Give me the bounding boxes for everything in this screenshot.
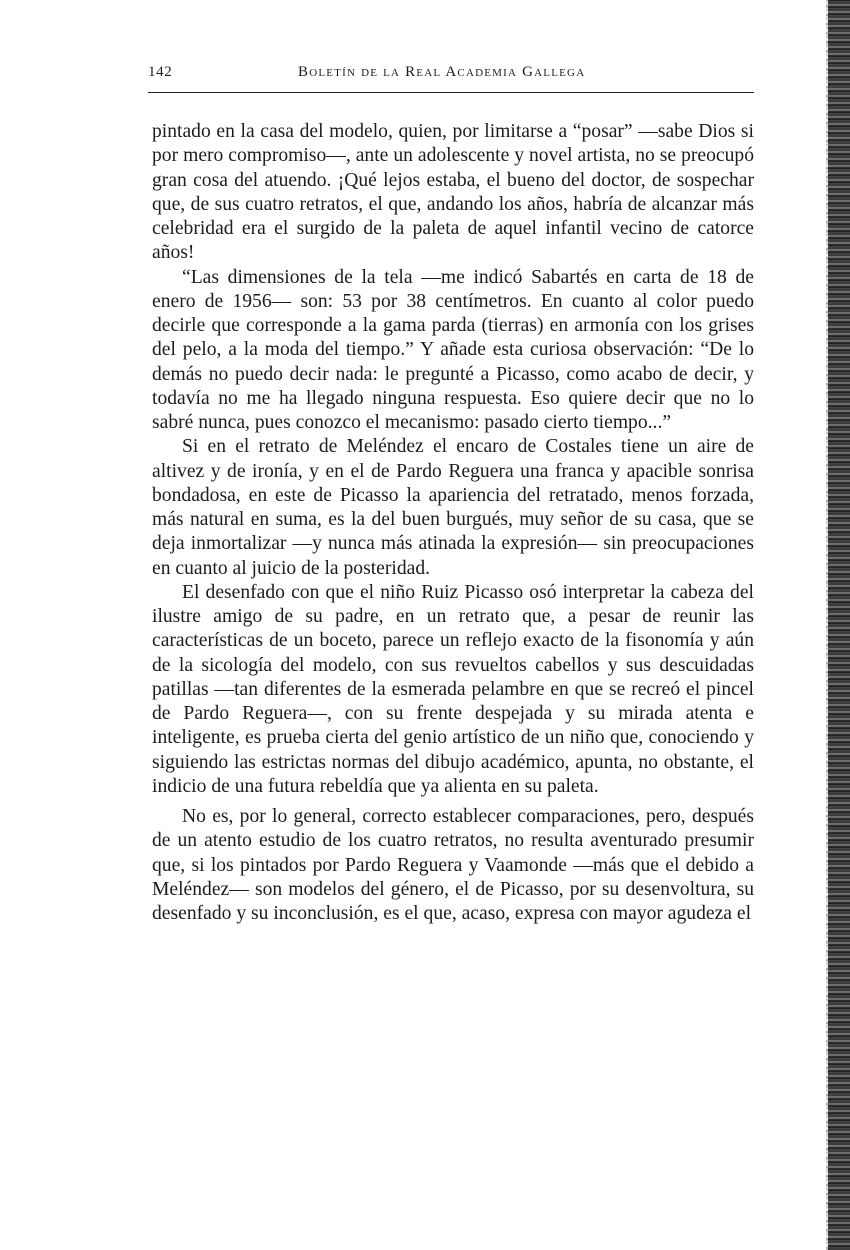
page-number: 142 (148, 64, 173, 80)
paragraph-3: Si en el retrato de Meléndez el encaro de Costales tiene un aire de altivez y de ironía, y en el de Pardo Reguera una franca y apacible sonrisa bondadosa, en este de Picasso la apariencia del retratado, menos forzada, más natural en suma, es la del buen burgués, muy señor de su casa, que se deja inmortalizar —y nunca más atinada la expresión— sin preocupaciones en cuanto al juicio de la posteridad. (152, 436, 754, 579)
body-text (152, 120, 754, 926)
header-rule (148, 92, 754, 93)
running-header (148, 62, 754, 84)
paragraph-1: pintado en la casa del modelo, quien, por limitarse a “posar” —sabe Dios si por mero compromiso—, ante un adolescente y novel artista, no se preocupó gran cosa del atuendo. ¡Qué lejos estaba, el bueno del doctor, de sospechar que, de sus cuatro retratos, el que, andando los años, habría de alcanzar más celebridad era el surgido de la paleta de aquel infantil vecino de catorce años! (152, 121, 754, 264)
paragraph-4: El desenfado con que el niño Ruiz Picasso osó interpretar la cabeza del ilustre amigo de su padre, en un retrato que, a pesar de reunir las características de un boceto, parece un reflejo exacto de la fisonomía y aún de la sicología del modelo, con sus revueltos cabellos y sus descuidadas patillas —tan diferentes de la esmerada pelambre en que se recreó el pincel de Pardo Reguera—, con su frente despejada y su mirada atenta e inteligente, es prueba cierta del genio artístico de un niño que, conociendo y siguiendo las estrictas normas del dibujo académico, apunta, no obstante, el indicio de una futura rebeldía que ya alienta en su paleta. (152, 581, 754, 797)
journal-title: Boletín de la Real Academia Gallega (298, 64, 586, 80)
paragraph-2: “Las dimensiones de la tela —me indicó Sabartés en carta de 18 de enero de 1956— son: 53 por 38 centímetros. En cuanto al color puedo decirle que corresponde a la gama parda (tierras) en armonía con los grises del pelo, a la moda del tiempo.” Y añade esta curiosa observación: “De lo demás no puedo decir nada: le pregunté a Picasso, como acabo de decir, y todavía no me ha llegado ninguna respuesta. Eso quiere decir que no lo sabré nunca, pues conozco el mecanismo: pasado cierto tiempo...” (152, 266, 754, 433)
paragraph-5: No es, por lo general, correcto establecer comparaciones, pero, después de un atento estudio de los cuatro retratos, no resulta aventurado presumir que, si los pintados por Pardo Reguera y Vaamonde —más que el debido a Meléndez— son modelos del género, el de Picasso, por su desenvoltura, su desenfado y su inconclusión, es el que, acaso, expresa con mayor agudeza el (152, 806, 754, 924)
scan-binding-edge (828, 0, 850, 1250)
